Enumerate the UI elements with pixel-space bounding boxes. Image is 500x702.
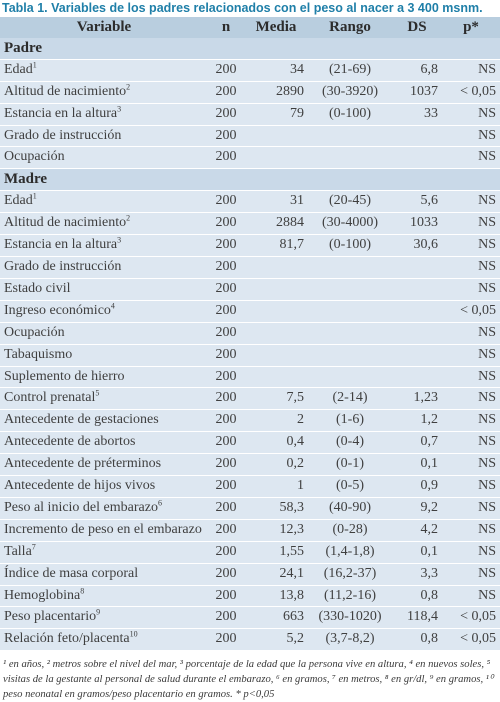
table-row — [0, 410, 500, 432]
cell-media: 81,7 — [279, 237, 304, 253]
cell-ds: 0,1 — [420, 456, 438, 472]
cell-rango: (3,7-8,2) — [325, 631, 375, 647]
cell-variable — [0, 278, 208, 300]
cell-variable — [0, 629, 208, 651]
cell-rango: (0-28) — [332, 521, 368, 537]
footnote-marker: 9 — [96, 607, 101, 617]
table-footnote: ¹ en años, ² metros sobre el nivel del mar, ³ porcentaje de la edad que la persona vive en altura, ⁴ en nuevos soles, ⁵ visitas de la gestante al personal de salud durante el embarazo, ⁶ en gramos, ⁷ en metros, ⁸ en gr/dl, ⁹ en gramos, ¹⁰ peso neonatal en gramos/peso placentario en gramos. * p<0,05 — [3, 659, 494, 701]
cell-rango: (1,4-1,8) — [325, 543, 375, 559]
cell-media: 663 — [283, 609, 304, 625]
footnote-marker: 3 — [117, 235, 122, 245]
cell-media — [244, 300, 308, 322]
cell-ds: 1,23 — [413, 390, 438, 406]
cell-media: 2890 — [276, 83, 304, 99]
cell-n: 200 — [215, 543, 237, 559]
cell-variable — [0, 366, 208, 388]
table-row — [0, 585, 500, 607]
cell-rango: (330-1020) — [318, 609, 382, 625]
variable-label: Incremento de peso en el embarazo — [4, 521, 202, 537]
cell-ds: 1037 — [410, 83, 438, 99]
cell-ds: 1033 — [410, 215, 438, 231]
cell-p: NS — [478, 368, 496, 384]
variable-label: Peso placentario — [4, 609, 97, 625]
cell-media: 13,8 — [279, 587, 304, 603]
cell-variable — [0, 147, 208, 169]
cell-ds: 1,2 — [420, 412, 438, 428]
cell-variable — [0, 410, 208, 432]
cell-n: 200 — [215, 193, 237, 209]
table-row — [0, 300, 500, 322]
cell-media: 1 — [297, 478, 304, 494]
footnote-marker: 5 — [95, 388, 100, 398]
cell-variable — [0, 607, 208, 629]
cell-variable — [0, 103, 208, 125]
cell-p: < 0,05 — [460, 302, 496, 318]
table-row — [0, 497, 500, 519]
cell-variable — [0, 213, 208, 235]
footnote-marker: 1 — [32, 60, 37, 70]
cell-media: 7,5 — [286, 390, 304, 406]
cell-n: 200 — [215, 324, 237, 340]
cell-ds: 5,6 — [420, 193, 438, 209]
cell-p: NS — [478, 149, 496, 165]
cell-variable — [0, 519, 208, 541]
cell-rango: (0-100) — [329, 105, 371, 121]
cell-ds: 33 — [424, 105, 438, 121]
cell-variable — [0, 476, 208, 498]
cell-media — [244, 147, 308, 169]
header-rango: Rango — [308, 17, 392, 38]
cell-n: 200 — [215, 521, 237, 537]
cell-p: < 0,05 — [460, 609, 496, 625]
cell-rango: (30-4000) — [322, 215, 378, 231]
cell-p: NS — [478, 215, 496, 231]
cell-ds: 4,2 — [420, 521, 438, 537]
cell-rango: (40-90) — [329, 499, 371, 515]
table-row — [0, 607, 500, 629]
variable-label: Control prenatal — [4, 390, 96, 406]
cell-variable — [0, 125, 208, 147]
header-ds: DS — [392, 17, 442, 38]
cell-p: NS — [478, 390, 496, 406]
cell-rango: (0-4) — [336, 434, 364, 450]
table-row — [0, 81, 500, 103]
cell-p: NS — [478, 587, 496, 603]
cell-p: NS — [478, 346, 496, 362]
variable-label: Tabaquismo — [4, 346, 73, 362]
table-row — [0, 454, 500, 476]
cell-n: 200 — [215, 61, 237, 77]
table-row — [0, 563, 500, 585]
cell-media — [244, 366, 308, 388]
cell-media: 0,2 — [286, 456, 304, 472]
cell-media: 2884 — [276, 215, 304, 231]
header-n: n — [208, 17, 244, 38]
cell-n: 200 — [215, 237, 237, 253]
cell-p: NS — [478, 499, 496, 515]
cell-ds — [392, 322, 442, 344]
table-row — [0, 278, 500, 300]
cell-variable — [0, 256, 208, 278]
cell-variable — [0, 191, 208, 213]
table-row — [0, 388, 500, 410]
cell-ds: 30,6 — [413, 237, 438, 253]
cell-n: 200 — [215, 215, 237, 231]
variable-label: Ocupación — [4, 149, 65, 165]
table-row — [0, 432, 500, 454]
cell-ds — [392, 344, 442, 366]
table-body — [0, 38, 500, 651]
cell-n: 200 — [215, 280, 237, 296]
table-row — [0, 213, 500, 235]
table-row — [0, 103, 500, 125]
table-row — [0, 256, 500, 278]
cell-p: < 0,05 — [460, 631, 496, 647]
cell-media: 31 — [290, 193, 304, 209]
cell-p: NS — [478, 434, 496, 450]
cell-media: 12,3 — [279, 521, 304, 537]
cell-variable — [0, 497, 208, 519]
variable-label: Grado de instrucción — [4, 258, 122, 274]
cell-variable — [0, 59, 208, 81]
footnote-marker: 7 — [31, 542, 36, 552]
cell-media: 1,55 — [279, 543, 304, 559]
cell-p: NS — [478, 478, 496, 494]
cell-ds — [392, 147, 442, 169]
variable-label: Peso al inicio del embarazo — [4, 499, 158, 515]
footnote-marker: 2 — [126, 213, 131, 223]
cell-ds — [392, 278, 442, 300]
cell-n: 200 — [215, 412, 237, 428]
cell-p: NS — [478, 105, 496, 121]
cell-rango — [308, 278, 392, 300]
variable-label: Edad — [4, 193, 33, 209]
variable-label: Estancia en la altura — [4, 105, 118, 121]
cell-rango: (16,2-37) — [323, 565, 377, 581]
cell-variable — [0, 541, 208, 563]
cell-media: 24,1 — [279, 565, 304, 581]
cell-media — [244, 344, 308, 366]
cell-p: NS — [478, 193, 496, 209]
cell-rango: (1-6) — [336, 412, 364, 428]
cell-rango — [308, 256, 392, 278]
cell-variable — [0, 322, 208, 344]
table-row — [0, 629, 500, 651]
table-row — [0, 541, 500, 563]
variable-label: Antecedente de gestaciones — [4, 412, 159, 428]
cell-ds: 0,9 — [420, 478, 438, 494]
cell-media: 0,4 — [286, 434, 304, 450]
cell-n: 200 — [215, 456, 237, 472]
table-row — [0, 344, 500, 366]
footnote-marker: 1 — [32, 191, 37, 201]
cell-rango — [308, 322, 392, 344]
footnote-marker: 3 — [117, 103, 122, 113]
cell-media — [244, 278, 308, 300]
group-row — [0, 38, 500, 59]
cell-rango: (2-14) — [332, 390, 368, 406]
footnote-marker: 4 — [110, 301, 115, 311]
header-media: Media — [244, 17, 308, 38]
cell-rango — [308, 125, 392, 147]
cell-p: NS — [478, 61, 496, 77]
cell-n: 200 — [215, 302, 237, 318]
variable-label: Antecedente de hijos vivos — [4, 478, 156, 494]
cell-n: 200 — [215, 478, 237, 494]
cell-n: 200 — [215, 368, 237, 384]
cell-ds: 0,1 — [420, 543, 438, 559]
variable-label: Ocupación — [4, 324, 65, 340]
cell-variable — [0, 344, 208, 366]
variable-label: Talla — [4, 543, 32, 559]
cell-media — [244, 125, 308, 147]
cell-ds: 0,7 — [420, 434, 438, 450]
cell-rango: (11,2-16) — [324, 587, 376, 603]
header-variable: Variable — [0, 17, 208, 38]
cell-rango: (0-5) — [336, 478, 364, 494]
cell-variable — [0, 81, 208, 103]
cell-rango — [308, 147, 392, 169]
cell-n: 200 — [215, 565, 237, 581]
cell-n: 200 — [215, 609, 237, 625]
variable-label: Antecedente de préterminos — [4, 456, 162, 472]
cell-n: 200 — [215, 127, 237, 143]
header-p: p* — [442, 17, 500, 38]
cell-p: NS — [478, 324, 496, 340]
cell-ds: 6,8 — [420, 61, 438, 77]
table-row — [0, 59, 500, 81]
variable-label: Hemoglobina — [4, 587, 81, 603]
footnote-marker: 2 — [126, 82, 131, 92]
cell-p: NS — [478, 280, 496, 296]
cell-n: 200 — [215, 390, 237, 406]
cell-media: 5,2 — [286, 631, 304, 647]
table-row — [0, 366, 500, 388]
cell-rango: (21-69) — [329, 61, 371, 77]
table-row — [0, 235, 500, 257]
group-row — [0, 169, 500, 191]
variable-label: Edad — [4, 61, 33, 77]
cell-p: < 0,05 — [460, 83, 496, 99]
cell-variable — [0, 563, 208, 585]
cell-n: 200 — [215, 499, 237, 515]
group-title: Padre — [0, 38, 500, 59]
cell-rango — [308, 366, 392, 388]
cell-variable — [0, 454, 208, 476]
cell-n: 200 — [215, 346, 237, 362]
footnote-marker: 10 — [129, 629, 138, 639]
cell-p: NS — [478, 258, 496, 274]
cell-media — [244, 256, 308, 278]
footnote-marker: 6 — [157, 498, 162, 508]
variable-label: Ingreso económico — [4, 302, 111, 318]
cell-n: 200 — [215, 587, 237, 603]
variable-label: Estado civil — [4, 280, 71, 296]
cell-variable — [0, 388, 208, 410]
cell-ds — [392, 125, 442, 147]
cell-rango: (20-45) — [329, 193, 371, 209]
cell-ds: 3,3 — [420, 565, 438, 581]
variable-label: Antecedente de abortos — [4, 434, 136, 450]
table-row — [0, 147, 500, 169]
cell-n: 200 — [215, 434, 237, 450]
cell-n: 200 — [215, 83, 237, 99]
cell-ds — [392, 256, 442, 278]
cell-rango: (0-100) — [329, 237, 371, 253]
cell-n: 200 — [215, 149, 237, 165]
variable-label: Altitud de nacimiento — [4, 83, 127, 99]
table-row — [0, 519, 500, 541]
cell-ds: 118,4 — [407, 609, 438, 625]
cell-variable — [0, 300, 208, 322]
variable-label: Grado de instrucción — [4, 127, 122, 143]
cell-rango — [308, 344, 392, 366]
table-row — [0, 125, 500, 147]
cell-media: 34 — [290, 61, 304, 77]
cell-p: NS — [478, 412, 496, 428]
cell-ds: 0,8 — [420, 631, 438, 647]
variable-label: Estancia en la altura — [4, 237, 118, 253]
cell-rango: (0-1) — [336, 456, 364, 472]
variable-label: Suplemento de hierro — [4, 368, 125, 384]
cell-p: NS — [478, 565, 496, 581]
cell-p: NS — [478, 456, 496, 472]
cell-ds: 9,2 — [420, 499, 438, 515]
cell-variable — [0, 432, 208, 454]
cell-rango — [308, 300, 392, 322]
table-row — [0, 322, 500, 344]
variable-label: Relación feto/placenta — [4, 631, 130, 647]
cell-p: NS — [478, 543, 496, 559]
cell-n: 200 — [215, 105, 237, 121]
cell-p: NS — [478, 521, 496, 537]
table-row — [0, 191, 500, 213]
table-caption: Tabla 1. Variables de los padres relacionados con el peso al nacer a 3 400 msnm. — [2, 1, 483, 15]
table-row — [0, 476, 500, 498]
footnote-marker: 8 — [80, 585, 85, 595]
cell-p: NS — [478, 237, 496, 253]
cell-media: 2 — [297, 412, 304, 428]
cell-ds — [392, 366, 442, 388]
cell-n: 200 — [215, 258, 237, 274]
cell-variable — [0, 585, 208, 607]
cell-rango: (30-3920) — [322, 83, 378, 99]
variable-label: Índice de masa corporal — [4, 565, 139, 581]
cell-variable — [0, 235, 208, 257]
cell-ds: 0,8 — [420, 587, 438, 603]
cell-media: 79 — [290, 105, 304, 121]
variable-label: Altitud de nacimiento — [4, 215, 127, 231]
group-title: Madre — [0, 169, 500, 191]
cell-n: 200 — [215, 631, 237, 647]
cell-media: 58,3 — [279, 499, 304, 515]
data-table — [0, 17, 500, 651]
cell-p: NS — [478, 127, 496, 143]
header-row — [0, 17, 500, 38]
cell-media — [244, 322, 308, 344]
cell-ds — [392, 300, 442, 322]
